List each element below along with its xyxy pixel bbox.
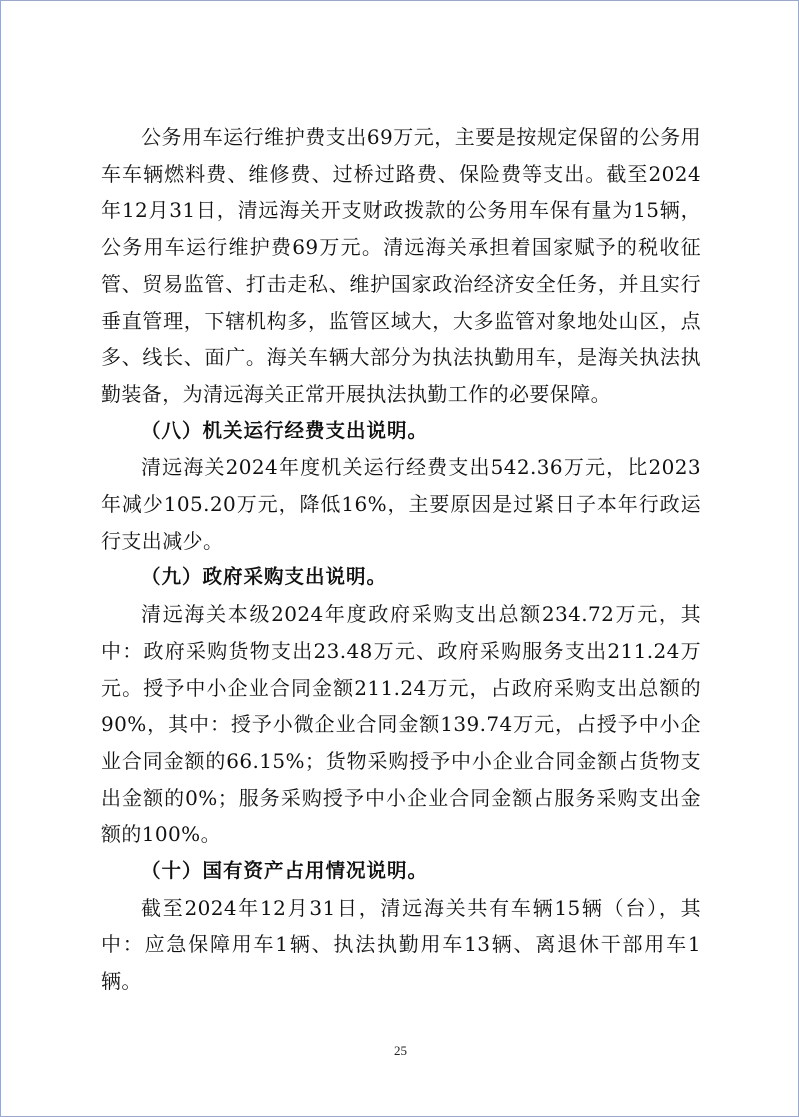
document-body	[101, 119, 701, 1000]
paragraph-state-assets: 截至2024年12月31日，清远海关共有车辆15辆（台），其中：应急保障用车1辆、执法执勤用车13辆、离退休干部用车1辆。	[101, 895, 701, 994]
heading-section-10: （十）国有资产占用情况说明。	[141, 859, 429, 883]
heading-section-9: （九）政府采购支出说明。	[141, 565, 388, 589]
paragraph-government-procurement: 清远海关本级2024年度政府采购支出总额234.72万元，其中：政府采购货物支出23.48万元、政府采购服务支出211.24万元。授予中小企业合同金额211.24万元，占政府采购支出总额的90%，其中：授予小微企业合同金额139.74万元，占授予中小企业合同金额的66.15%；货物采购授予中小企业合同金额占货物支出金额的0%；服务采购授予中小企业合同金额占服务采购支出金额的100%。	[101, 602, 701, 847]
heading-section-8: （八）机关运行经费支出说明。	[141, 418, 429, 442]
paragraph-vehicle-maintenance: 公务用车运行维护费支出69万元，主要是按规定保留的公务用车车辆燃料费、维修费、过桥过路费、保险费等支出。截至2024年12月31日，清远海关开支财政拨款的公务用车保有量为15辆，公务用车运行维护费69万元。清远海关承担着国家赋予的税收征管、贸易监管、打击走私、维护国家政治经济安全任务，并且实行垂直管理，下辖机构多，监管区域大，大多监管对象地处山区，点多、线长、面广。海关车辆大部分为执法执勤用车，是海关执法执勤装备，为清远海关正常开展执法执勤工作的必要保障。	[101, 125, 701, 406]
paragraph-operating-expenses: 清远海关2024年度机关运行经费支出542.36万元，比2023年减少105.20万元，降低16%，主要原因是过紧日子本年行政运行支出减少。	[101, 455, 701, 553]
page-number: 25	[394, 1043, 407, 1058]
